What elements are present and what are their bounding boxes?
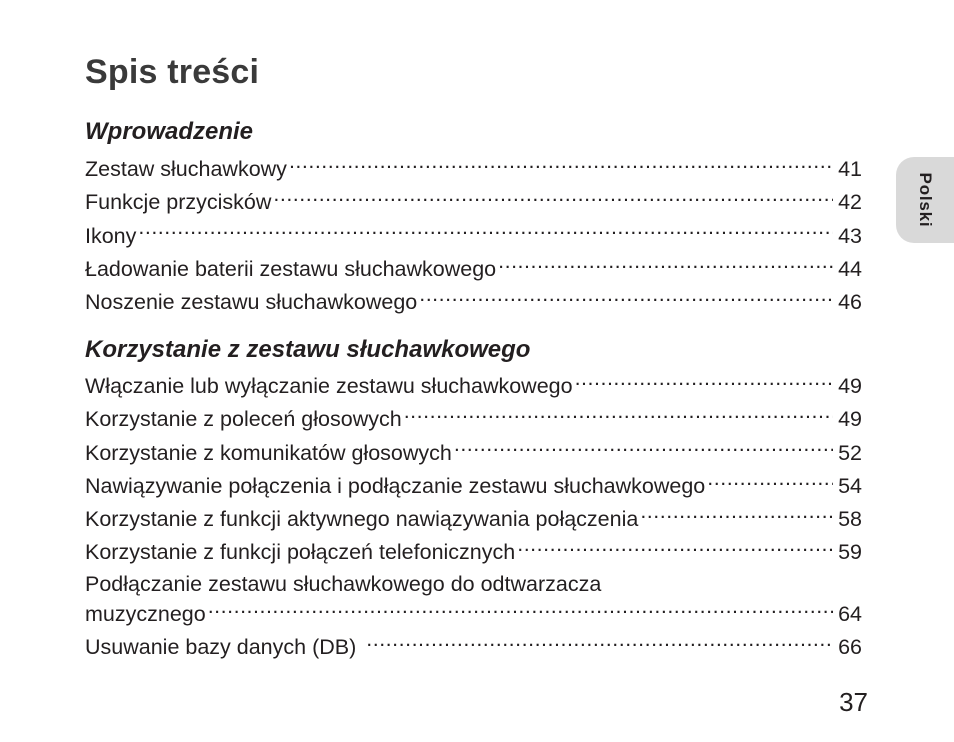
toc-entry-label: Noszenie zestawu słuchawkowego [85, 290, 418, 315]
dot-leader [366, 633, 833, 655]
toc-entry[interactable] [85, 570, 862, 631]
dot-leader [640, 505, 833, 527]
dot-leader [454, 438, 833, 460]
toc-entry-page: 64 [838, 601, 862, 626]
dot-leader [289, 155, 833, 177]
language-tab-label: Polski [916, 172, 935, 228]
dot-leader [419, 288, 833, 310]
dot-leader [208, 599, 833, 621]
toc-entry[interactable] [85, 437, 862, 470]
dot-leader [575, 372, 833, 394]
toc-entry-page: 46 [838, 290, 862, 315]
toc-entry-page: 49 [838, 407, 862, 432]
dot-leader [498, 254, 833, 276]
toc-entry-label-continued: muzycznego [85, 601, 206, 626]
toc-entry[interactable] [85, 470, 862, 503]
dot-leader [707, 471, 833, 493]
toc-entry-line [85, 598, 862, 631]
toc-entry[interactable] [85, 253, 862, 286]
toc-entry-page: 58 [838, 507, 862, 532]
language-tab [896, 157, 954, 243]
toc-entry-label: Ikony [85, 223, 137, 248]
page-title: Spis treści [85, 53, 260, 91]
toc-entry-page: 43 [838, 223, 862, 248]
dot-leader [404, 405, 833, 427]
toc-entry[interactable] [85, 370, 862, 403]
toc-entry-label: Funkcje przycisków [85, 190, 272, 215]
toc-entry-page: 41 [838, 157, 862, 181]
toc-entry[interactable] [85, 536, 862, 569]
toc-entry[interactable] [85, 286, 862, 319]
toc-entry-page: 49 [838, 374, 862, 398]
toc-entry-label: Korzystanie z funkcji aktywnego nawiązywania połączenia [85, 507, 639, 532]
toc-entry-label: Podłączanie zestawu słuchawkowego do odtwarzacza [85, 571, 602, 596]
toc-entry-label: Korzystanie z komunikatów głosowych [85, 440, 452, 465]
page-number: 37 [839, 687, 868, 717]
toc-entry-label: Włączanie lub wyłączanie zestawu słuchawkowego [85, 374, 573, 398]
toc-entry-page: 54 [838, 473, 862, 498]
toc-entry-page: 52 [838, 440, 862, 465]
toc-entry-page: 44 [838, 256, 862, 281]
toc-entry-label: Ładowanie baterii zestawu słuchawkowego [85, 256, 497, 281]
section-heading-introduction: Wprowadzenie [85, 118, 254, 145]
toc-entry-label: Korzystanie z funkcji połączeń telefonicznych [85, 540, 516, 565]
toc-entry-label: Usuwanie bazy danych (DB) [85, 635, 357, 660]
toc-entry-label: Nawiązywanie połączenia i podłączanie zestawu słuchawkowego [85, 473, 706, 498]
toc-list-introduction [85, 153, 862, 319]
toc-entry[interactable] [85, 153, 862, 186]
dot-leader [517, 538, 833, 560]
toc-entry[interactable] [85, 186, 862, 219]
toc-entry-label: Korzystanie z poleceń głosowych [85, 407, 402, 432]
toc-entry-page: 42 [838, 190, 862, 215]
toc-entry[interactable] [85, 403, 862, 436]
toc-entry-page: 66 [838, 635, 862, 660]
toc-entry-label: Zestaw słuchawkowy [85, 157, 287, 181]
dot-leader [138, 221, 833, 243]
section-heading-using-headset: Korzystanie z zestawu słuchawkowego [85, 336, 531, 363]
toc-list-using-headset [85, 370, 862, 664]
toc-entry[interactable] [85, 503, 862, 536]
toc-entry[interactable] [85, 631, 862, 664]
toc-entry-page: 59 [838, 540, 862, 565]
dot-leader [273, 188, 833, 210]
toc-entry[interactable] [85, 220, 862, 253]
